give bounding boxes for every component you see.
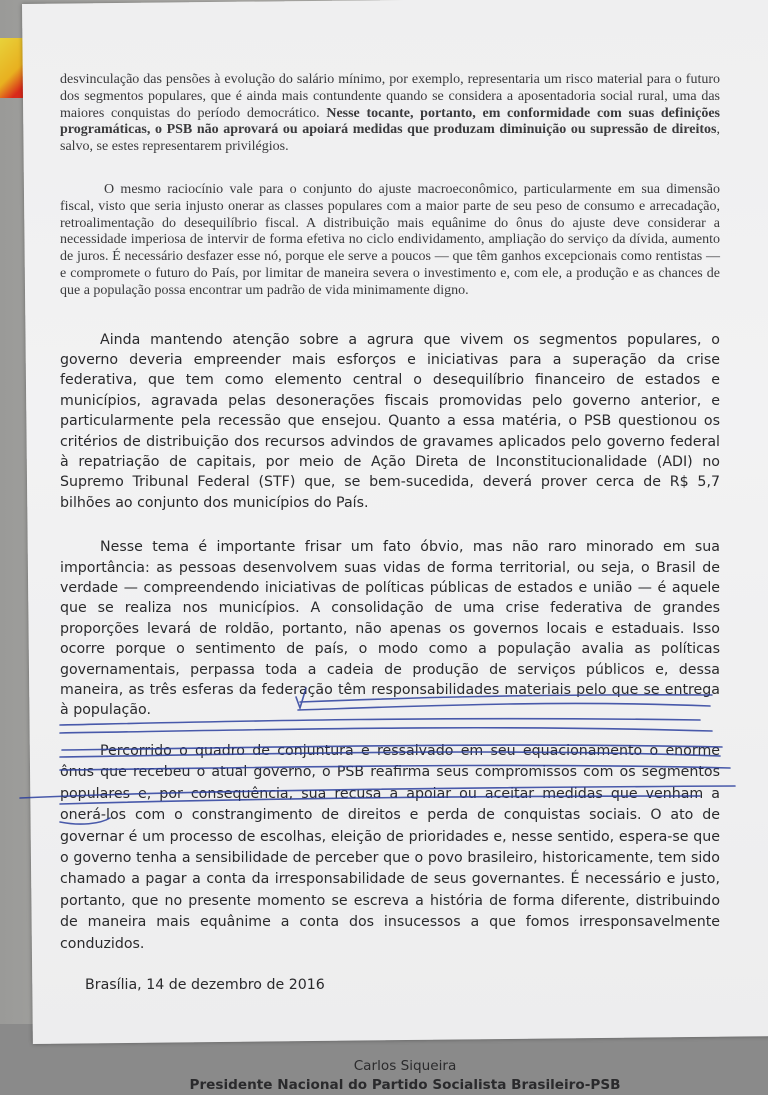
document-body	[60, 72, 720, 1095]
paragraph-5: Percorrido o quadro de conjuntura e ressalvado em seu equacionamento o enorme ônus que recebeu o atual governo, o PSB reafirma seus compromissos com os segmentos populares e, por consequência, sua recusa a apoiar ou aceitar medidas que venham a onerá-los com o constrangimento de direitos e perda de conquistas sociais. O ato de governar é um processo de escolhas, eleição de prioridades e, nesse sentido, espera-se que o governo tenha a sensibilidade de perceber que o povo brasileiro, historicamente, tem sido chamado a pagar a conta da irresponsabilidade de seus governantes. É necessário e justo, portanto, que no presente momento se escreva a história de forma diferente, distribuindo de maneira mais equânime a conta dos insucessos a que fomos irresponsavelmente conduzidos.	[60, 742, 720, 952]
paragraph-3: Ainda mantendo atenção sobre a agrura que vivem os segmentos populares, o governo deveria empreender mais esforços e iniciativas para a superação da crise federativa, que tem como elemento central o desequilíbrio financeiro de estados e municípios, agravada pelas desonerações fiscais promovidas pelo governo anterior, e particularmente pela recessão que ensejou. Quanto a essa matéria, o PSB questionou os critérios de distribuição dos recursos advindos de gravames aplicados pelo governo federal à repatriação de capitais, por meio de Ação Direta de Inconstitucionalidade (ADI) no Supremo Tribunal Federal (STF) que, se bem-sucedida, deverá prover cerca de R$ 5,7 bilhões ao conjunto dos municípios do País.	[60, 331, 720, 511]
date-line: Brasília, 14 de dezembro de 2016	[85, 976, 325, 993]
paragraph-4: Nesse tema é importante frisar um fato óbvio, mas não raro minorado em sua importância: as pessoas desenvolvem suas vidas de forma territorial, ou seja, o Brasil de verdade — compreendendo iniciativas de políticas públicas de estados e união — é aquele que se realiza nos municípios. A consolidação de uma crise federativa de grandes proporções levará de roldão, portanto, não apenas os governos locais e estaduais. Isso ocorre porque o sentimento de país, o modo como a população avalia as políticas governamentais, perpassa toda a cadeia de produção de serviços públicos e, dessa maneira, as três esferas da federação têm responsabilidades materiais pelo que se entrega à população.	[60, 539, 720, 719]
paragraph-1-tail: , salvo, se estes representarem privilégios.	[60, 122, 720, 155]
signature-name: Carlos Siqueira	[353, 1057, 457, 1074]
paragraph-1-text: desvinculação das pensões à evolução do salário mínimo, por exemplo, representaria um risco material para o futuro dos segmentos populares, que é ainda mais contundente quando se considera a aposentadoria social rural, uma das maiores conquistas do período democrático.	[60, 72, 720, 121]
signature-title: Presidente Nacional do Partido Socialista Brasileiro-PSB	[189, 1076, 621, 1093]
paragraph-1-bold-text: Nesse tocante, portanto, em conformidade com suas definições programáticas, o PSB não aprovará ou apoiará medidas que produzam diminuição ou supressão de direitos	[60, 105, 720, 138]
paragraph-2: O mesmo raciocínio vale para o conjunto do ajuste macroeconômico, particularmente em sua dimensão fiscal, visto que seria injusto onerar as classes populares com a maior parte de seu peso de consumo e arrecadação, retroalimentação do desequilíbrio fiscal. A distribuição mais equânime do ônus do ajuste deve considerar a necessidade imperiosa de intervir de forma efetiva no ciclo endividamento, ampliação do serviço da dívida, aumento de juros. É necessário desfazer esse nó, porque ele serve a poucos — que têm ganhos excepcionais como rentistas — e compromete o futuro do País, por limitar de maneira severa o investimento e, com ele, a produção e as chances de que a população possa encontrar um padrão de vida minimamente digno.	[60, 181, 720, 298]
paragraph-1	[60, 72, 720, 156]
